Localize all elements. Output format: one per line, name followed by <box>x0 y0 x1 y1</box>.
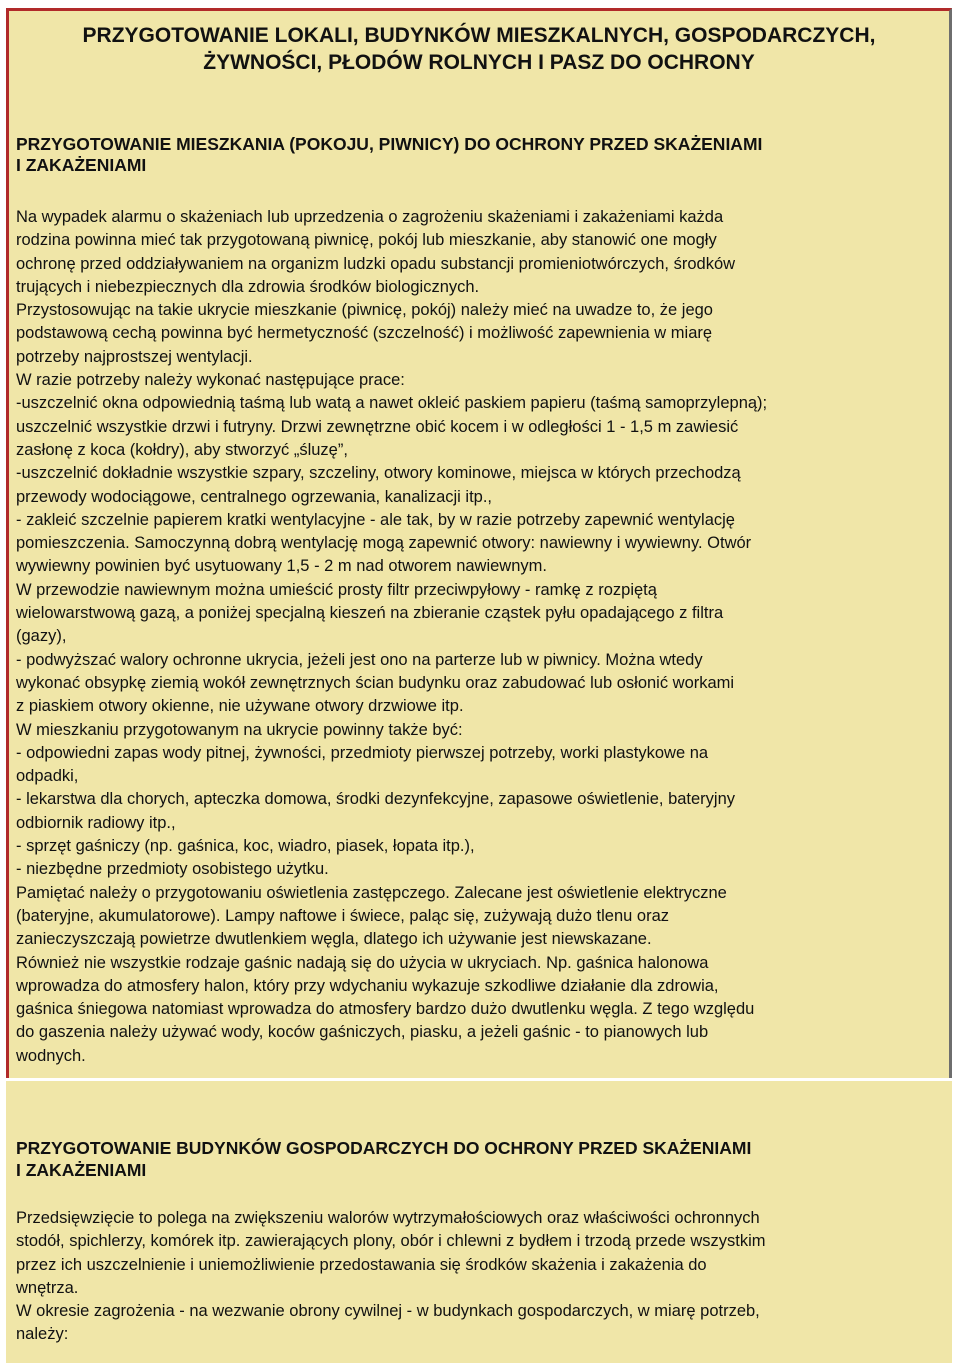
text-line: trujących i niebezpiecznych dla zdrowia środków biologicznych. <box>16 277 480 296</box>
text-line: Na wypadek alarmu o skażeniach lub uprzedzenia o zagrożeniu skażeniami i zakażeniami każda <box>16 208 724 226</box>
text-line: zasłonę z koca (kołdry), aby stworzyć „śluzę”, <box>16 440 348 459</box>
text-line: z piaskiem otwory okienne, nie używane otwory drzwiowe itp. <box>16 697 464 716</box>
section-body-mieszkania <box>16 206 940 1068</box>
text-line: (bateryjne, akumulatorowe). Lampy naftowe i świece, paląc się, zużywają dużo tlenu oraz <box>16 906 669 925</box>
text-line: -uszczelnić okna odpowiednią taśmą lub watą a nawet okleić paskiem papieru (taśmą samoprzylepną); <box>16 394 768 413</box>
text-line: wywiewny powinien być usytuowany 1,5 - 2 m nad otworem nawiewnym. <box>16 557 547 576</box>
text-line: potrzeby najprostszej wentylacji. <box>16 347 253 366</box>
text-line: W okresie zagrożenia - na wezwanie obrony cywilnej - w budynkach gospodarczych, w miarę potrzeb, <box>16 1302 760 1321</box>
section-heading-budynki <box>16 1137 940 1181</box>
text-line: - lekarstwa dla chorych, apteczka domowa, środki dezynfekcyjne, zapasowe oświetlenie, bateryjny <box>16 790 736 809</box>
document-title <box>18 22 940 76</box>
text-line: - odpowiedni zapas wody pitnej, żywności, przedmioty pierwszej potrzeby, worki plastykowe na <box>16 743 709 762</box>
heading-line: I ZAKAŻENIAMI <box>16 1160 147 1180</box>
text-line: Pamiętać należy o przygotowaniu oświetlenia zastępczego. Zalecane jest oświetlenie elektryczne <box>16 883 727 902</box>
section-heading-mieszkania <box>16 134 940 176</box>
text-line: (gazy), <box>16 627 67 646</box>
title-line: ŻYWNOŚCI, PŁODÓW ROLNYCH I PASZ DO OCHRONY <box>203 51 755 74</box>
text-line: W mieszkaniu przygotowanym na ukrycie powinny także być: <box>16 720 463 739</box>
section-body-budynki <box>16 1207 940 1347</box>
text-line: do gaszenia należy używać wody, koców gaśniczych, piasku, a jeżeli gaśnic - to pianowych lub <box>16 1023 709 1042</box>
text-line: wprowadza do atmosfery halon, który przy wdychaniu wykazuje szkodliwe działanie dla zdrowia, <box>16 976 719 995</box>
text-line: -uszczelnić dokładnie wszystkie szpary, szczeliny, otwory kominowe, miejsca w których przechodzą <box>16 464 741 483</box>
text-line: wodnych. <box>16 1046 86 1065</box>
heading-line: PRZYGOTOWANIE MIESZKANIA (POKOJU, PIWNICY) DO OCHRONY PRZED SKAŻENIAMI <box>16 134 763 154</box>
text-line: - niezbędne przedmioty osobistego użytku. <box>16 860 329 879</box>
text-line: podstawową cechą powinna być hermetyczność (szczelność) i możliwość zapewnienia w miarę <box>16 324 713 343</box>
text-line: odpadki, <box>16 767 79 786</box>
text-line: ochronę przed oddziaływaniem na organizm ludzki opadu substancji promieniotwórczych, środków <box>16 254 736 273</box>
text-line: gaśnica śniegowa natomiast wprowadza do atmosfery bardzo dużo dwutlenku węgla. Z tego względu <box>16 1000 755 1019</box>
title-line: PRZYGOTOWANIE LOKALI, BUDYNKÓW MIESZKALNYCH, GOSPODARCZYCH, <box>82 24 876 47</box>
heading-line: PRZYGOTOWANIE BUDYNKÓW GOSPODARCZYCH DO OCHRONY PRZED SKAŻENIAMI <box>16 1138 752 1158</box>
text-line: wielowarstwową gazą, a poniżej specjalną kieszeń na zbieranie cząstek pyłu opadającego z filtra <box>16 604 724 623</box>
text-line: przez ich uszczelnienie i uniemożliwienie przedostawania się środków skażenia i zakażenia do <box>16 1255 707 1274</box>
text-line: uszczelnić wszystkie drzwi i futryny. Drzwi zewnętrzne obić kocem i w odległości 1 - 1,5 m zawiesić <box>16 417 739 436</box>
text-line: W przewodzie nawiewnym można umieścić prosty filtr przeciwpyłowy - ramkę z rozpiętą <box>16 580 657 599</box>
text-line: Przystosowując na takie ukrycie mieszkanie (piwnicę, pokój) należy mieć na uwadze to, że jego <box>16 301 713 320</box>
text-line: - podwyższać walory ochronne ukrycia, jeżeli jest ono na parterze lub w piwnicy. Można wtedy <box>16 650 703 669</box>
text-line: Również nie wszystkie rodzaje gaśnic nadają się do użycia w ukryciach. Np. gaśnica halonowa <box>16 953 709 972</box>
text-line: W razie potrzeby należy wykonać następujące prace: <box>16 371 405 390</box>
text-line: - zakleić szczelnie papierem kratki wentylacyjne - ale tak, by w razie potrzeby zapewnić wentylację <box>16 510 735 529</box>
text-line: przewody wodociągowe, centralnego ogrzewania, kanalizacji itp., <box>16 487 493 506</box>
heading-line: I ZAKAŻENIAMI <box>16 155 147 175</box>
text-line: stodół, spichlerzy, komórek itp. zawierających plony, obór i chlewni z bydłem i trzodą przede wszystkim <box>16 1232 766 1251</box>
text-line: zanieczyszczają powietrze dwutlenkiem węgla, dlatego ich używanie jest niewskazane. <box>16 930 652 949</box>
text-line: wykonać obsypkę ziemią wokół zewnętrznych ścian budynku oraz zabudować lub osłonić workami <box>16 673 735 692</box>
text-line: Przedsięwzięcie to polega na zwiększeniu walorów wytrzymałościowych oraz właściwości ochronnych <box>16 1209 760 1227</box>
text-line: wnętrza. <box>16 1278 79 1297</box>
text-line: odbiornik radiowy itp., <box>16 813 176 832</box>
text-line: należy: <box>16 1325 69 1344</box>
text-line: pomieszczenia. Samoczynną dobrą wentylację mogą zapewnić otwory: nawiewny i wywiewny. Otwór <box>16 534 752 553</box>
text-line: - sprzęt gaśniczy (np. gaśnica, koc, wiadro, piasek, łopata itp.), <box>16 837 475 856</box>
text-line: rodzina powinna mieć tak przygotowaną piwnicę, pokój lub mieszkanie, aby stanowić one mogły <box>16 231 717 250</box>
